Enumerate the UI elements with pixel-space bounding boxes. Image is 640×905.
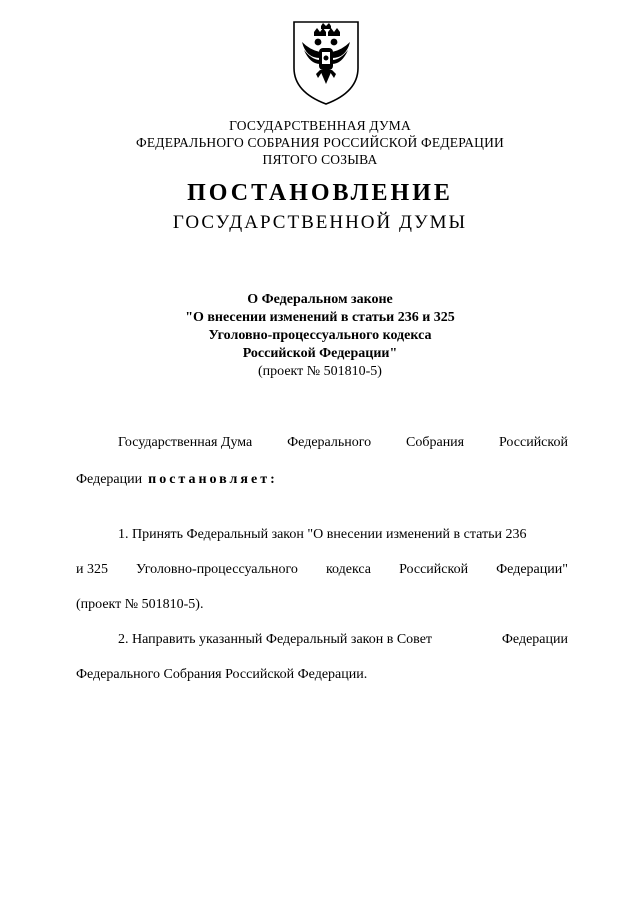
document-title: ПОСТАНОВЛЕНИЕ [187, 180, 453, 206]
item-2-line-1: 2. Направить указанный Федеральный закон в Совет Федерации [118, 632, 568, 647]
header-line-3: ПЯТОГО СОЗЫВА [262, 152, 378, 167]
bill-number: (проект № 501810-5) [258, 364, 382, 379]
document-subtitle: ГОСУДАРСТВЕННОЙ ДУМЫ [172, 212, 468, 233]
item-2-line-2: Федерального Собрания Российской Федерации. [76, 667, 368, 682]
item-1-line-3: (проект № 501810-5). [76, 597, 204, 612]
header-line-2: ФЕДЕРАЛЬНОГО СОБРАНИЯ РОССИЙСКОЙ ФЕДЕРАЦИИ [136, 135, 504, 150]
state-emblem-icon [290, 18, 362, 106]
law-title-line-2: "О внесении изменений в статьи 236 и 325 [185, 310, 455, 325]
law-title-line-3: Уголовно-процессуального кодекса [208, 328, 432, 343]
preamble-line-1: Государственная Дума Федерального Собрания Российской [118, 435, 568, 450]
resolves-word: постановляет: [148, 472, 278, 487]
item-1-line-1: 1. Принять Федеральный закон "О внесении изменений в статьи 236 [118, 527, 527, 542]
law-title-line-4: Российской Федерации" [242, 346, 398, 361]
law-title-line-1: О Федеральном законе [247, 292, 393, 307]
header-line-1: ГОСУДАРСТВЕННАЯ ДУМА [229, 118, 411, 133]
item-1-line-2: и 325 Уголовно-процессуального кодекса Российской Федерации" [76, 562, 568, 577]
preamble-line-2: Федерации постановляет: [76, 472, 278, 487]
